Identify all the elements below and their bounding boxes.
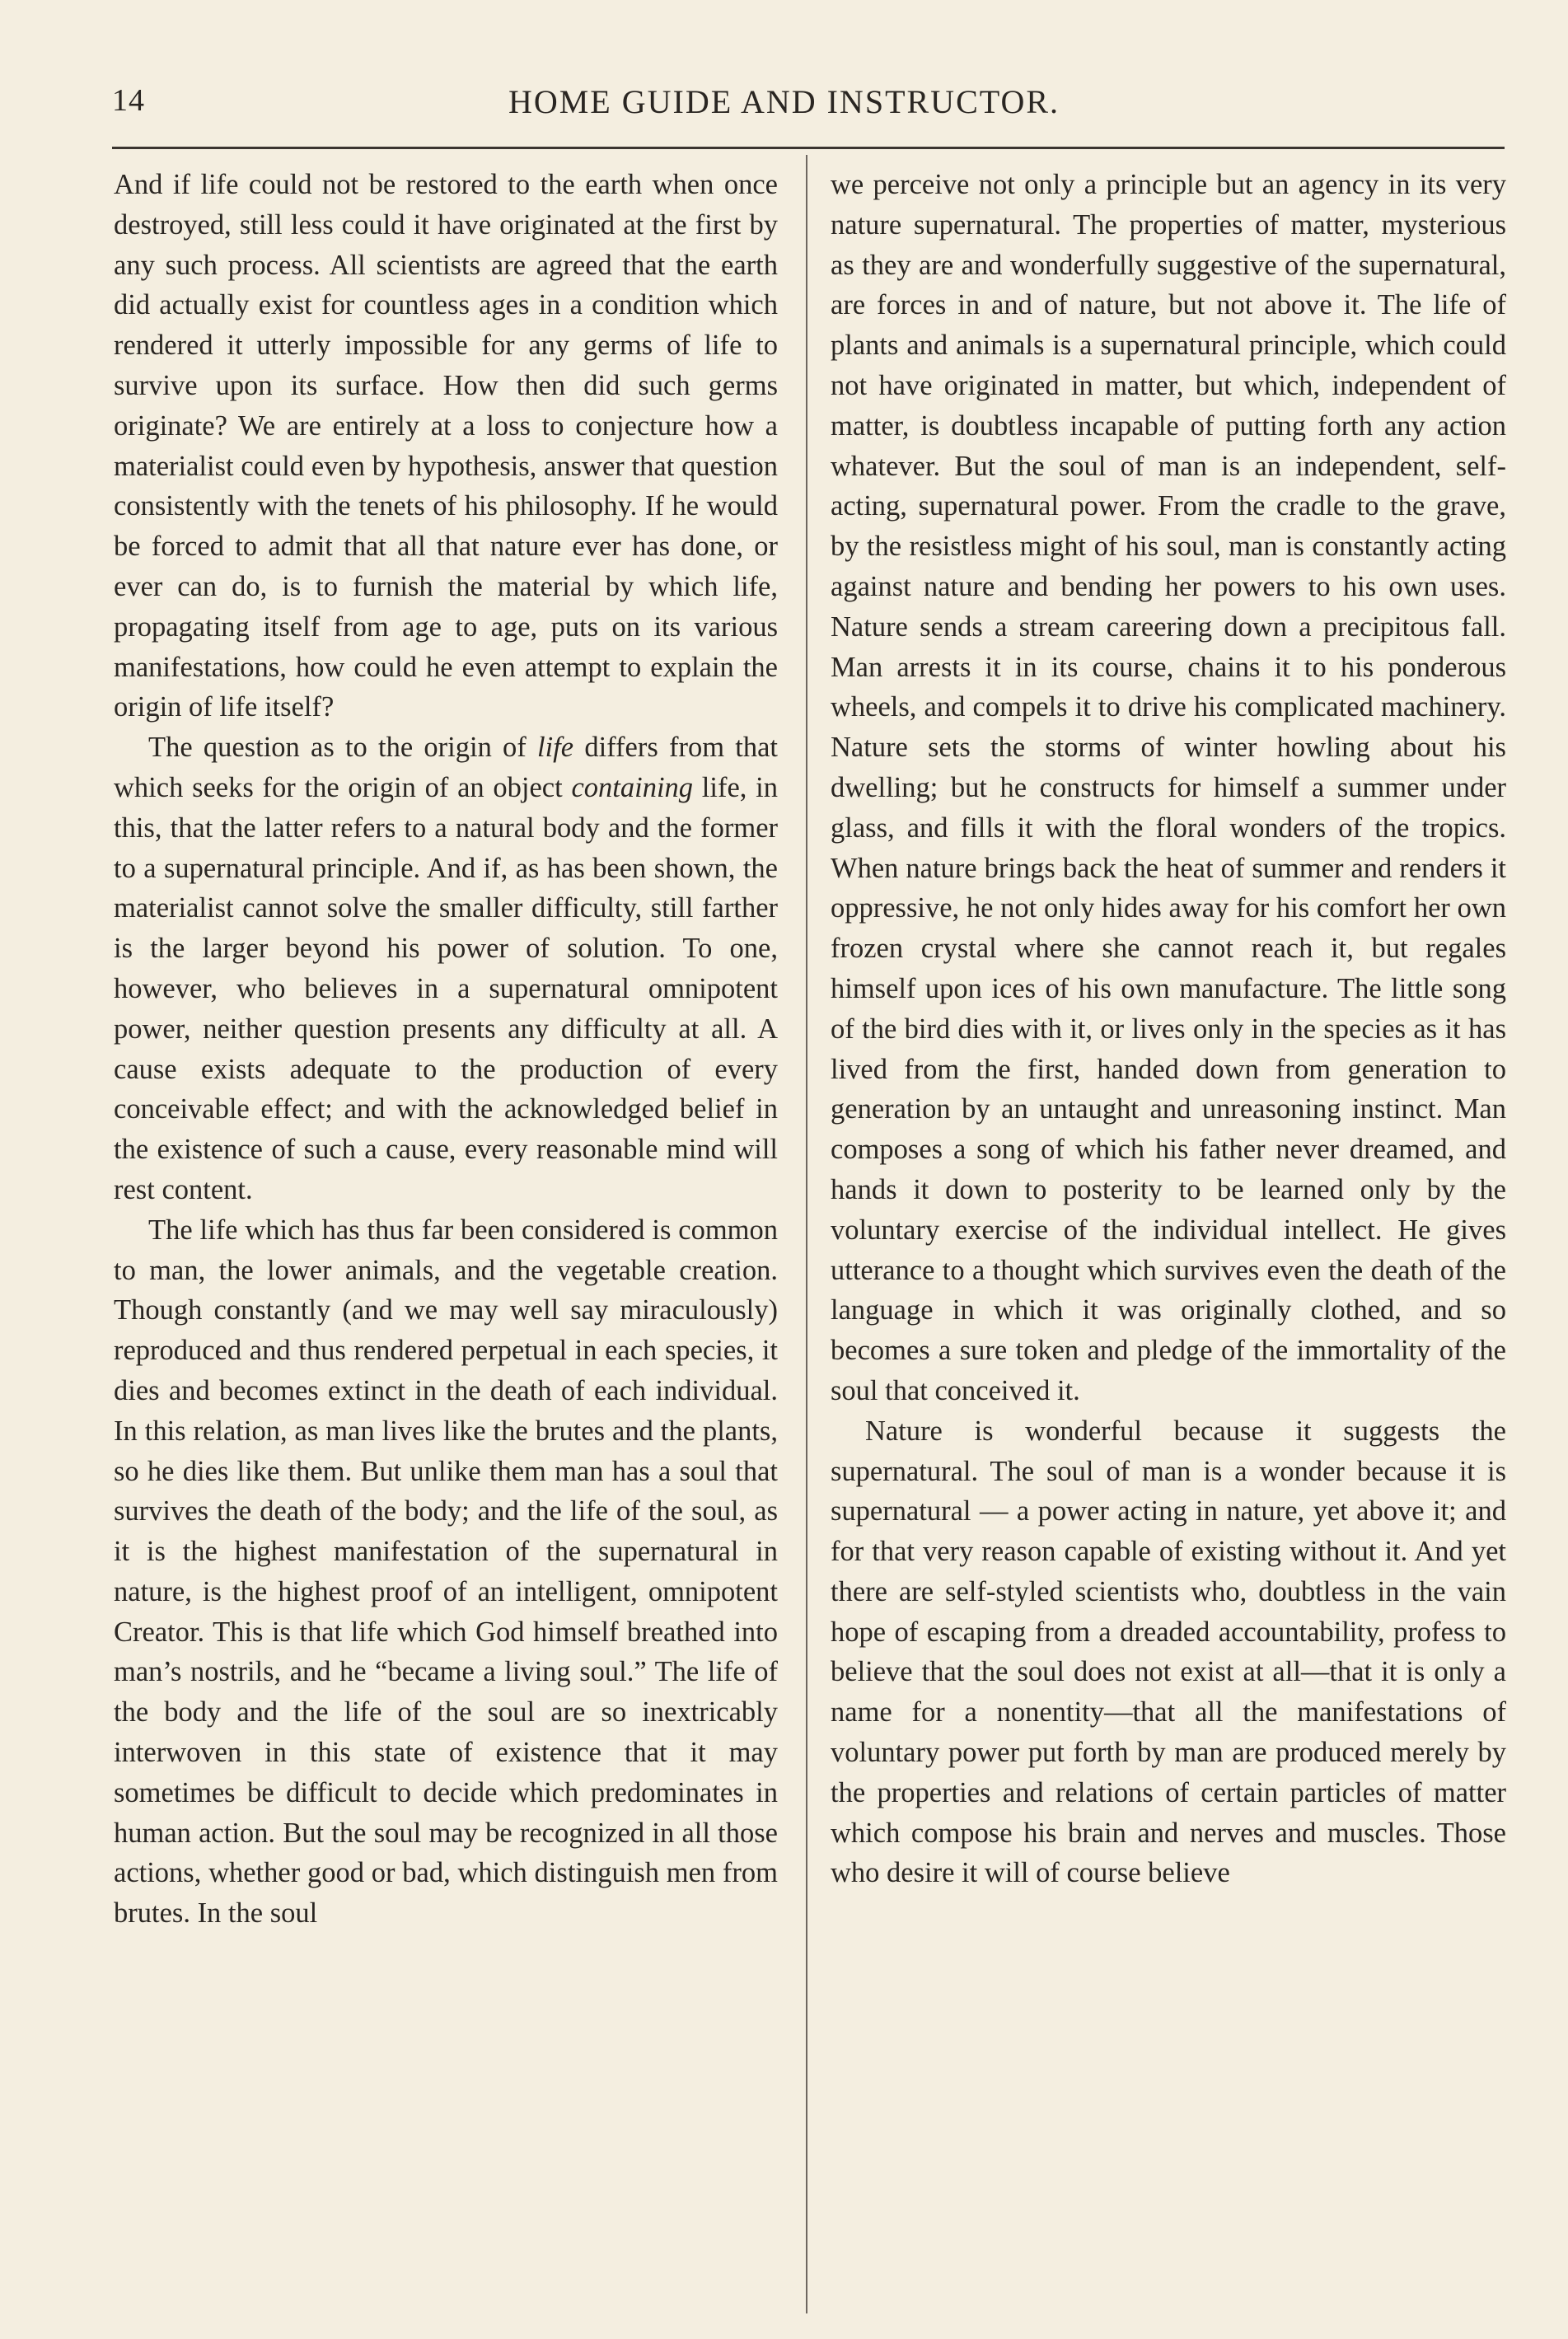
left-column bbox=[114, 165, 778, 1934]
right-paragraph-2: Nature is wonderful because it suggests the supernatural. The soul of man is a wonder because it is supernatural — a power acting in nature, yet above it; and for that very reason capable of existing without it. And yet there are self-styled scientists who, doubtless in the vain hope of escaping from a dreaded accountability, profess to believe that the soul does not exist at all—that it is only a name for a nonentity—that all the manifestations of voluntary power put forth by man are produced merely by the properties and relations of certain particles of matter which compose his brain and nerves and muscles. Those who desire it will of course believe bbox=[831, 1415, 1506, 1889]
left-paragraph-2-part-a: The question as to the origin of bbox=[148, 732, 538, 764]
left-paragraph-3: The life which has thus far been considered is common to man, the lower animals, and the vegetable creation. Though constantly (and we may well say miraculously) reproduced and thus rendered perpetual in each species, it dies and becomes extinct in the death of each individual. In this relation, as man lives like the brutes and the plants, so he dies like them. But unlike them man has a soul that survives the death of the body; and the life of the soul, as it is the highest manifestation of the supernatural in nature, is the highest proof of an intelligent, omnipotent Creator. This is that life which God himself breathed into man’s nostrils, and he “became a living soul.” The life of the body and the life of the soul are so inextricably interwoven in this state of existence that it may sometimes be difficult to decide which predominates in human action. But the soul may be recognized in all those actions, whether good or bad, which distinguish men from brutes. In the soul bbox=[114, 1214, 778, 1930]
left-paragraph-2-part-c: life, in this, that the latter refers to a natural body and the former to a supernatural principle. And if, as has been shown, the materialist cannot solve the smaller difficulty, still farther is the larger beyond his power of solution. To one, however, who believes in a supernatural omnipotent power, neither question presents any difficulty at all. A cause exists adequate to the production of every conceivable effect; and with the acknowledged belief in the existence of such a cause, every reasonable mind will rest content. bbox=[114, 771, 778, 1205]
left-paragraph-2 bbox=[114, 727, 778, 1210]
page-number: 14 bbox=[112, 83, 145, 118]
left-paragraph-2-part-b: differs from that which seeks for the origin of an object bbox=[114, 732, 778, 803]
right-column bbox=[831, 165, 1506, 1893]
column-divider bbox=[806, 155, 807, 2313]
header-rule bbox=[112, 147, 1505, 149]
emphasis-containing: containing bbox=[571, 771, 694, 803]
running-head: HOME GUIDE AND INSTRUCTOR. bbox=[508, 83, 1060, 120]
right-paragraph-1: we perceive not only a principle but an agency in its very nature supernatural. The properties of matter, mysterious as they are and wonderfully suggestive of the supernatural, are forces in and of nature, but not above it. The life of plants and animals is a supernatural principle, which could not have originated in matter, but which, independent of matter, is doubtless incapable of putting forth any action whatever. But the soul of man is an independent, self-acting, supernatural power. From the cradle to the grave, by the resistless might of his soul, man is constantly acting against nature and bending her powers to his own uses. Nature sends a stream careering down a precipitous fall. Man arrests it in its course, chains it to his ponderous wheels, and compels it to drive his complicated machinery. Nature sets the storms of winter howling about his dwelling; but he constructs for himself a summer under glass, and fills it with the floral wonders of the tropics. When nature brings back the heat of summer and renders it oppressive, he not only hides away for his comfort her own frozen crystal where she cannot reach it, but regales himself upon ices of his own manufacture. The little song of the bird dies with it, or lives only in the species as it has lived from the first, handed down from generation to generation by an untaught and unreasoning instinct. Man composes a song of which his father never dreamed, and hands it down to posterity to be learned only by the voluntary exercise of the individual intellect. He gives utterance to a thought which survives even the death of the language in which it was originally clothed, and so becomes a sure token and pledge of the immortality of the soul that conceived it. bbox=[831, 169, 1506, 1406]
left-paragraph-1: And if life could not be restored to the earth when once destroyed, still less could it have originated at the first by any such process. All scientists are agreed that the earth did actually exist for countless ages in a condition which rendered it utterly impossible for any germs of life to survive upon its surface. How then did such germs originate? We are entirely at a loss to conjecture how a materialist could even by hypothesis, answer that question consistently with the tenets of his philosophy. If he would be forced to admit that all that nature ever has done, or ever can do, is to furnish the material by which life, propagating itself from age to age, puts on its various manifestations, how could he even attempt to explain the origin of life itself? bbox=[114, 169, 778, 723]
emphasis-life: life bbox=[537, 732, 574, 764]
